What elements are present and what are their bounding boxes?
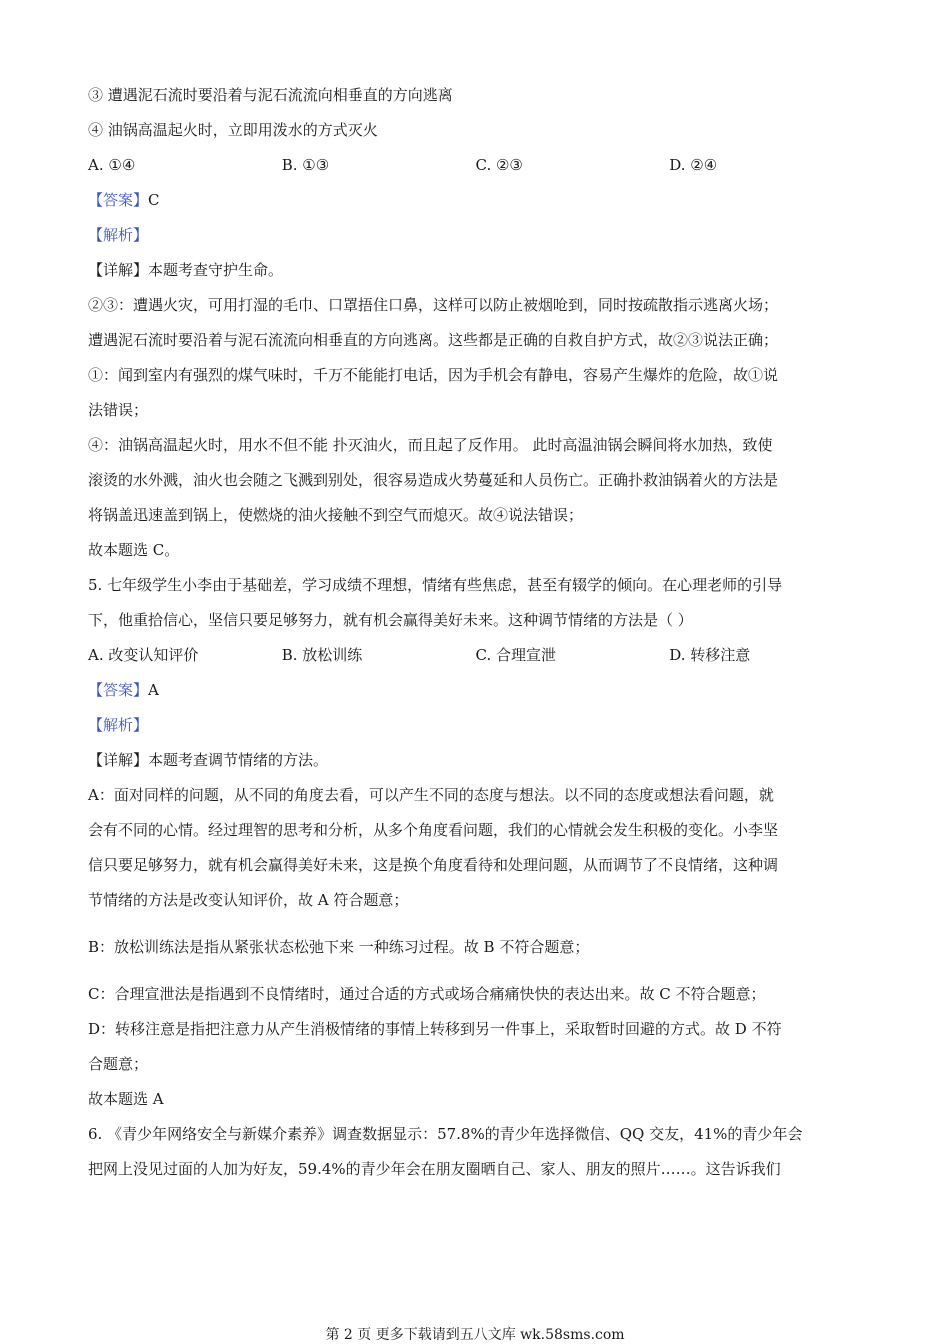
- q4-explanation-line: 法错误；: [88, 401, 149, 419]
- q4-option-c: C. ②③: [475, 156, 523, 174]
- q5-option-c: C. 合理宣泄: [475, 646, 556, 664]
- q5-explanation-line: D：转移注意是指把注意力从产生消极情绪的事情上转移到另一件事上，采取暂时回避的方式。故 D 不符: [88, 1020, 782, 1038]
- q6-stem-line: 把网上没见过面的人加为好友，59.4%的青少年会在朋友圈晒自己、家人、朋友的照片……。这告诉我们: [88, 1160, 781, 1178]
- q5-explanation-line: 节情绪的方法是改变认知评价，故 A 符合题意；: [88, 891, 409, 909]
- q5-analysis-tag: 【解析】: [88, 716, 149, 734]
- q4-explanation-line: 【详解】本题考查守护生命。: [88, 261, 284, 279]
- q5-option-a: A. 改变认知评价: [88, 646, 199, 664]
- q5-option-b: B. 放松训练: [281, 646, 363, 664]
- q5-explanation-line: 【详解】本题考查调节情绪的方法。: [88, 751, 329, 769]
- answer-tag: 【答案】: [88, 681, 149, 699]
- answer-value: A: [148, 681, 159, 699]
- q4-explanation-line: 滚烫的水外溅，油火也会随之飞溅到别处，很容易造成火势蔓延和人员伤亡。正确扑救油锅着火的方法是: [88, 471, 779, 489]
- q5-explanation-line: 会有不同的心情。经过理智的思考和分析，从多个角度看问题，我们的心情就会发生积极的变化。小李坚: [88, 821, 779, 839]
- q5-stem-line: 下，他重拾信心，坚信只要足够努力，就有机会赢得美好未来。这种调节情绪的方法是（ ）: [88, 611, 693, 629]
- q4-analysis-tag: 【解析】: [88, 226, 149, 244]
- q5-explanation-b: B：放松训练法是指从紧张状态松弛下来 一种练习过程。故 B 不符合题意；: [88, 938, 590, 956]
- q5-options: [88, 638, 863, 673]
- statement-4: ④ 油锅高温起火时，立即用泼水的方式灭火: [88, 121, 378, 139]
- answer-tag: 【答案】: [88, 191, 149, 209]
- q4-explanation-line: 故本题选 C。: [88, 541, 180, 559]
- q6-stem-line: 6. 《青少年网络安全与新媒介素养》调查数据显示：57.8%的青少年选择微信、QQ 交友，41%的青少年会: [88, 1125, 803, 1143]
- q5-explanation-line: 故本题选 A: [88, 1090, 164, 1108]
- q4-explanation-line: ①：闻到室内有强烈的煤气味时，千万不能能打电话，因为手机会有静电，容易产生爆炸的危险，故①说: [88, 366, 779, 384]
- q4-options: [88, 148, 863, 183]
- q4-option-a: A. ①④: [88, 156, 136, 174]
- q5-answer: [88, 673, 863, 708]
- q4-answer: [88, 183, 863, 218]
- page-footer: 第 2 页 更多下载请到五八文库 wk.58sms.com: [325, 1327, 625, 1343]
- statement-3: ③ 遭遇泥石流时要沿着与泥石流流向相垂直的方向逃离: [88, 86, 453, 104]
- q5-explanation-line: 信只要足够努力，就有机会赢得美好未来，这是换个角度看待和处理问题，从而调节了不良情绪，这种调: [88, 856, 779, 874]
- q4-option-d: D. ②④: [669, 156, 718, 174]
- q4-option-b: B. ①③: [281, 156, 330, 174]
- q5-stem-line: 5. 七年级学生小李由于基础差，学习成绩不理想，情绪有些焦虑，甚至有辍学的倾向。在心理老师的引导: [88, 576, 783, 594]
- q4-explanation-line: 遭遇泥石流时要沿着与泥石流流向相垂直的方向逃离。这些都是正确的自救自护方式，故②③说法正确；: [88, 331, 779, 349]
- q4-explanation-line: ②③：遭遇火灾，可用打湿的毛巾、口罩捂住口鼻，这样可以防止被烟呛到，同时按疏散指示逃离火场；: [88, 296, 779, 314]
- q5-explanation-line: 合题意；: [88, 1055, 149, 1073]
- document-page: [88, 78, 863, 1187]
- answer-value: C: [148, 191, 160, 209]
- q4-explanation-line: 将锅盖迅速盖到锅上，使燃烧的油火接触不到空气而熄灭。故④说法错误；: [88, 506, 584, 524]
- q5-explanation-line: C：合理宣泄法是指遇到不良情绪时，通过合适的方式或场合痛痛快快的表达出来。故 C 不符合题意；: [88, 985, 766, 1003]
- q5-option-d: D. 转移注意: [669, 646, 751, 664]
- q5-explanation-line: A：面对同样的问题，从不同的角度去看，可以产生不同的态度与想法。以不同的态度或想法看问题，就: [88, 786, 774, 804]
- q4-explanation-line: ④：油锅高温起火时，用水不但不能 扑灭油火，而且起了反作用。 此时高温油锅会瞬间将水加热，致使: [88, 436, 773, 454]
